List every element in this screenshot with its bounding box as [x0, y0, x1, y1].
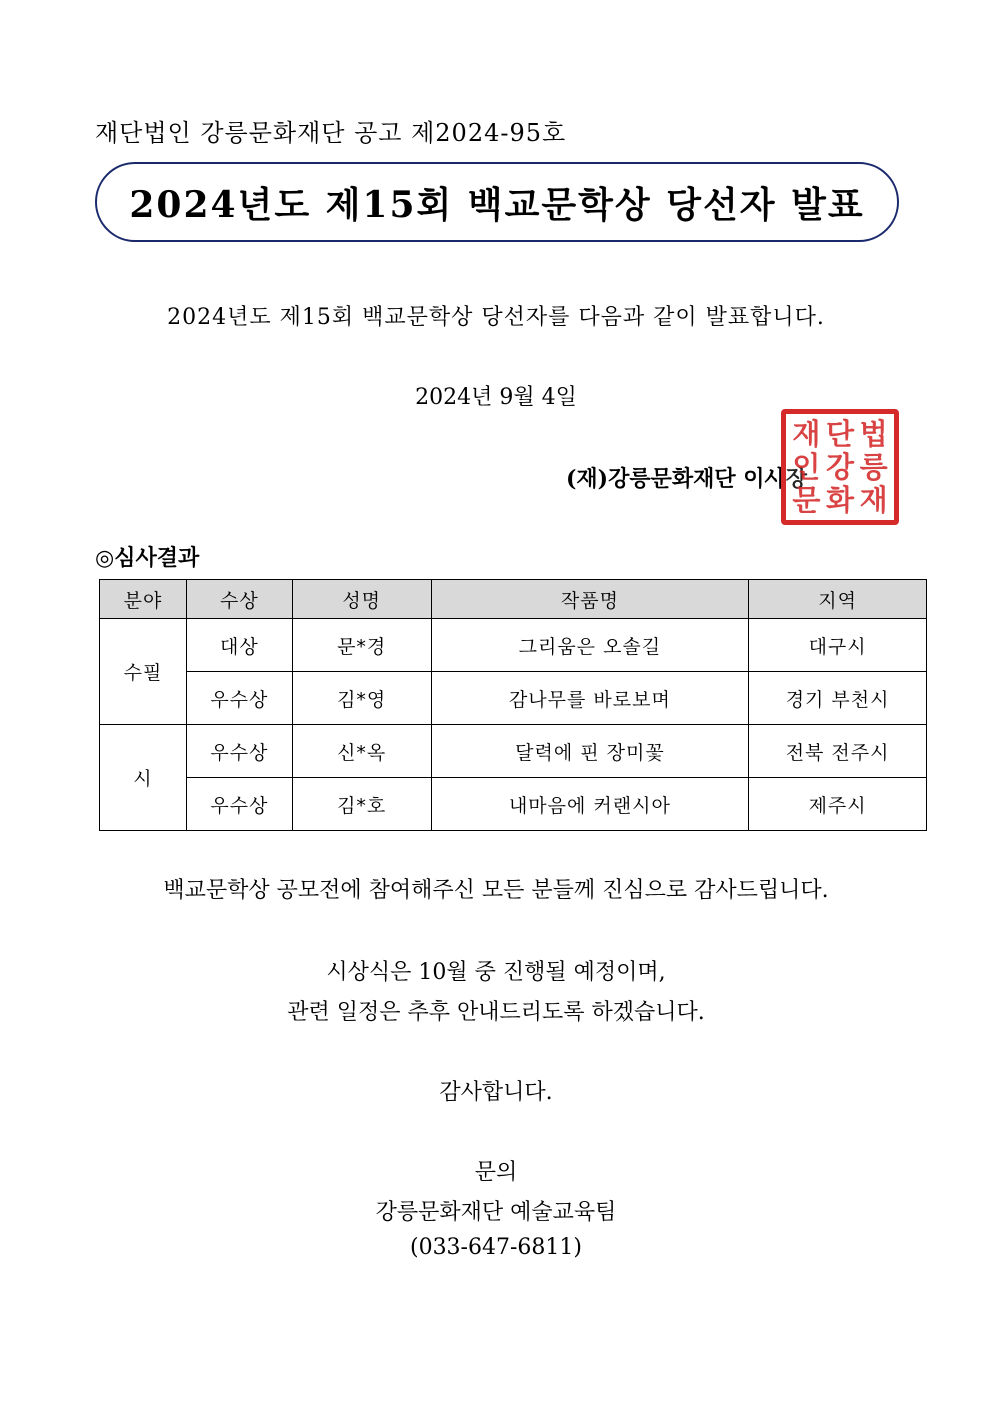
page-title: 2024년도 제15회 백교문학상 당선자 발표 — [129, 183, 865, 226]
table-header-row — [100, 580, 927, 619]
region-cell: 경기 부천시 — [749, 672, 927, 725]
header-name: 성명 — [292, 580, 431, 619]
name-cell: 김*호 — [292, 778, 431, 831]
award-cell: 우수상 — [186, 725, 292, 778]
work-cell: 달력에 핀 장미꽃 — [431, 725, 749, 778]
results-table — [99, 579, 927, 831]
category-cell: 수필 — [100, 619, 187, 725]
table-row — [100, 619, 927, 672]
award-cell: 대상 — [186, 619, 292, 672]
intro-text: 2024년도 제15회 백교문학상 당선자를 다음과 같이 발표합니다. — [167, 305, 825, 330]
seal-char: 강 — [825, 449, 854, 484]
notice-number: 재단법인 강릉문화재단 공고 제2024-95호 — [95, 119, 567, 147]
header-category: 분야 — [100, 580, 187, 619]
category-cell: 시 — [100, 725, 187, 831]
seal-char: 화 — [825, 482, 854, 517]
table-row — [100, 778, 927, 831]
region-cell: 전북 전주시 — [749, 725, 927, 778]
name-cell: 김*영 — [292, 672, 431, 725]
award-cell: 우수상 — [186, 778, 292, 831]
contact-phone: (033-647-6811) — [409, 1235, 582, 1260]
seal-char: 재 — [859, 482, 888, 517]
region-cell: 대구시 — [749, 619, 927, 672]
closing-text: 감사합니다. — [439, 1080, 553, 1105]
seal-char: 재 — [792, 416, 821, 451]
contact-label: 문의 — [474, 1160, 518, 1185]
name-cell: 문*경 — [292, 619, 431, 672]
announcement-date: 2024년 9월 4일 — [415, 385, 577, 410]
seal-char: 릉 — [859, 449, 888, 484]
table-row — [100, 725, 927, 778]
region-cell: 제주시 — [749, 778, 927, 831]
table-row — [100, 672, 927, 725]
contact-team: 강릉문화재단 예술교육팀 — [375, 1200, 617, 1225]
seal-char: 단 — [825, 416, 854, 451]
work-cell: 그리움은 오솔길 — [431, 619, 749, 672]
official-seal — [781, 409, 899, 525]
signer: (재)강릉문화재단 이사장 — [566, 466, 807, 492]
work-cell: 내마음에 커랜시아 — [431, 778, 749, 831]
ceremony-text-line1: 시상식은 10월 중 진행될 예정이며, — [326, 960, 666, 985]
section-title: ◎심사결과 — [95, 545, 200, 571]
header-work: 작품명 — [431, 580, 749, 619]
seal-char: 문 — [792, 482, 821, 517]
name-cell: 신*옥 — [292, 725, 431, 778]
header-award: 수상 — [186, 580, 292, 619]
seal-char: 법 — [859, 416, 888, 451]
header-region: 지역 — [749, 580, 927, 619]
award-cell: 우수상 — [186, 672, 292, 725]
seal-char: 인 — [792, 449, 821, 484]
thanks-text: 백교문학상 공모전에 참여해주신 모든 분들께 진심으로 감사드립니다. — [163, 878, 829, 903]
title-box — [95, 162, 899, 242]
ceremony-text-line2: 관련 일정은 추후 안내드리도록 하겠습니다. — [287, 1000, 705, 1025]
work-cell: 감나무를 바로보며 — [431, 672, 749, 725]
